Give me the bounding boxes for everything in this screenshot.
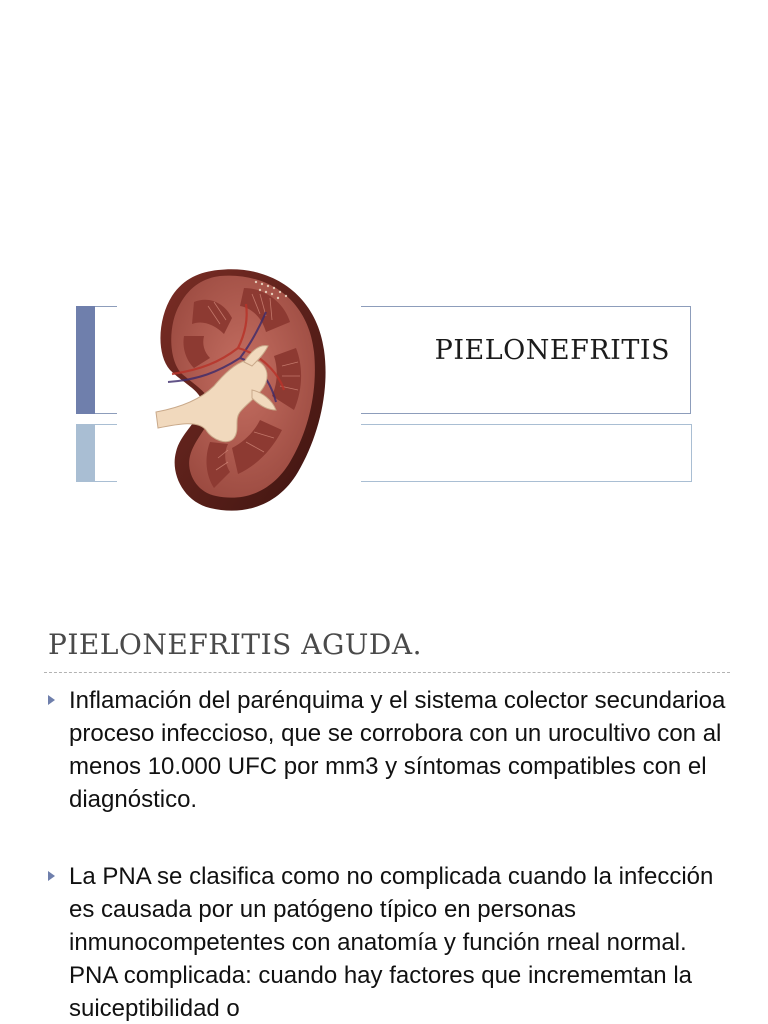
subtitle-frame-left [95,424,117,482]
kidney-image [148,262,334,518]
section-title: PIELONEFRITIS AGUDA. [48,628,422,661]
bullet-triangle-icon [48,871,55,881]
bullet-text: La PNA se clasifica como no complicada cuando la infección es causada por un patógeno típico en personas inmunocompetentes con anatomía y función rneal normal. PNA complicada: cuando hay factores que incrememtan la suiceptibilidad o [69,863,714,1022]
bullet-item [48,684,728,816]
title-box [361,306,691,414]
bullet-text: Inflamación del parénquima y el sistema colector secundarioa proceso infeccioso, que se corrobora con un urocultivo con al menos 10.000 UFC por mm3 y síntomas compatibles con el diagnóstico. [69,687,726,813]
bullet-triangle-icon [48,695,55,705]
title-divider [44,672,730,673]
bullet-list [48,684,728,1024]
accent-bar-dark [76,306,95,414]
accent-bar-light [76,424,95,482]
subtitle-box [361,424,692,482]
bullet-item [48,860,728,1024]
slide-title: PIELONEFRITIS [434,335,670,366]
title-frame-left [95,306,117,414]
